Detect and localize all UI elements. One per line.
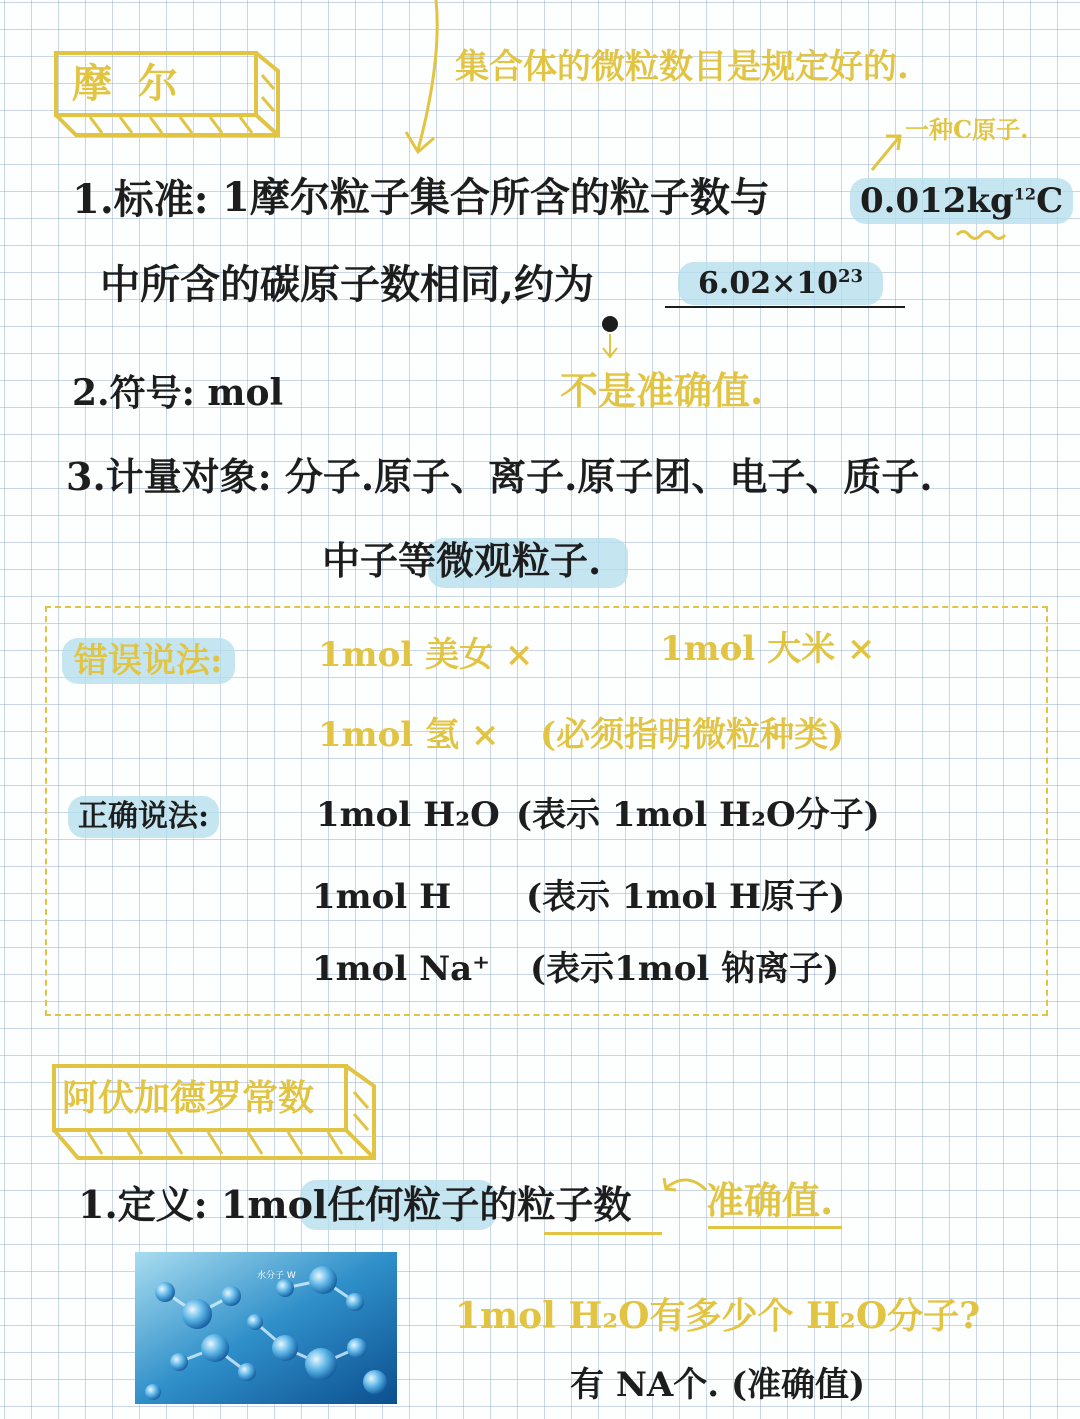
small-down-arrow-icon	[600, 334, 620, 360]
exact-underline	[708, 1226, 842, 1229]
avogadro-title: 阿伏加德罗常数	[62, 1077, 315, 1119]
wrong-reason: (必须指明微粒种类)	[540, 715, 845, 755]
definition-text-1: 1摩尔粒子集合所含的粒子数与	[222, 174, 770, 221]
symbol-line: 2.符号: mol	[72, 372, 284, 414]
right-row-2-meaning: (表示 1mol H原子)	[526, 877, 846, 917]
definition-label: 1.标准:	[72, 176, 209, 223]
down-arrow-icon	[400, 0, 450, 170]
not-exact-note: 不是准确值.	[560, 368, 764, 413]
wrong-example-3: 1mol 氢 ×	[318, 715, 500, 755]
pointer-dot	[602, 316, 618, 332]
up-right-arrow-icon	[868, 128, 908, 174]
answer-line: 有 NA个. (准确值)	[570, 1365, 866, 1405]
answer-underline	[665, 306, 905, 308]
avogadro-value-highlight	[678, 262, 883, 305]
mass-value: 0.012kg	[860, 181, 1014, 221]
definition-line-1	[222, 174, 770, 221]
mole-title: 摩 尔	[72, 60, 184, 107]
question-line: 1mol H₂O有多少个 H₂O分子?	[455, 1295, 981, 1337]
right-label: 正确说法:	[68, 796, 219, 838]
mass-highlight	[850, 178, 1073, 224]
carbon-note: 一种C原子.	[905, 115, 1029, 144]
definition-underline	[544, 1232, 662, 1235]
objects-line-2: 中子等微观粒子.	[322, 538, 602, 583]
wrong-example-2: 1mol 大米 ×	[660, 629, 876, 669]
right-row-1-meaning: (表示 1mol H₂O分子)	[516, 795, 880, 835]
carbon-symbol: C	[1036, 181, 1064, 221]
exact-note: 准确值.	[706, 1178, 834, 1223]
avogadro-definition: 1.定义: 1mol任何粒子的粒子数	[78, 1182, 632, 1227]
water-molecule-image	[135, 1252, 397, 1404]
avogadro-value: 6.02×10	[698, 266, 838, 301]
top-note: 集合体的微粒数目是规定好的.	[455, 47, 909, 87]
right-row-3-meaning: (表示1mol 钠离子)	[530, 949, 840, 989]
right-row-1-expr: 1mol H₂O	[316, 795, 500, 835]
wavy-underline	[955, 228, 1007, 242]
wrong-example-1: 1mol 美女 ×	[318, 635, 534, 675]
wrong-label: 错误说法:	[62, 638, 235, 684]
right-row-3-expr: 1mol Na⁺	[312, 949, 491, 989]
right-row-2-expr: 1mol H	[312, 877, 452, 917]
carbon-superscript: 12	[1013, 184, 1037, 204]
objects-line-1: 3.计量对象: 分子.原子、离子.原子团、电子、质子.	[66, 454, 933, 499]
image-caption: 水分子 W	[257, 1271, 296, 1281]
definition-line-2: 中所含的碳原子数相同,约为	[100, 261, 594, 308]
curved-arrow-icon	[660, 1174, 708, 1200]
avogadro-exponent: 23	[837, 266, 864, 287]
